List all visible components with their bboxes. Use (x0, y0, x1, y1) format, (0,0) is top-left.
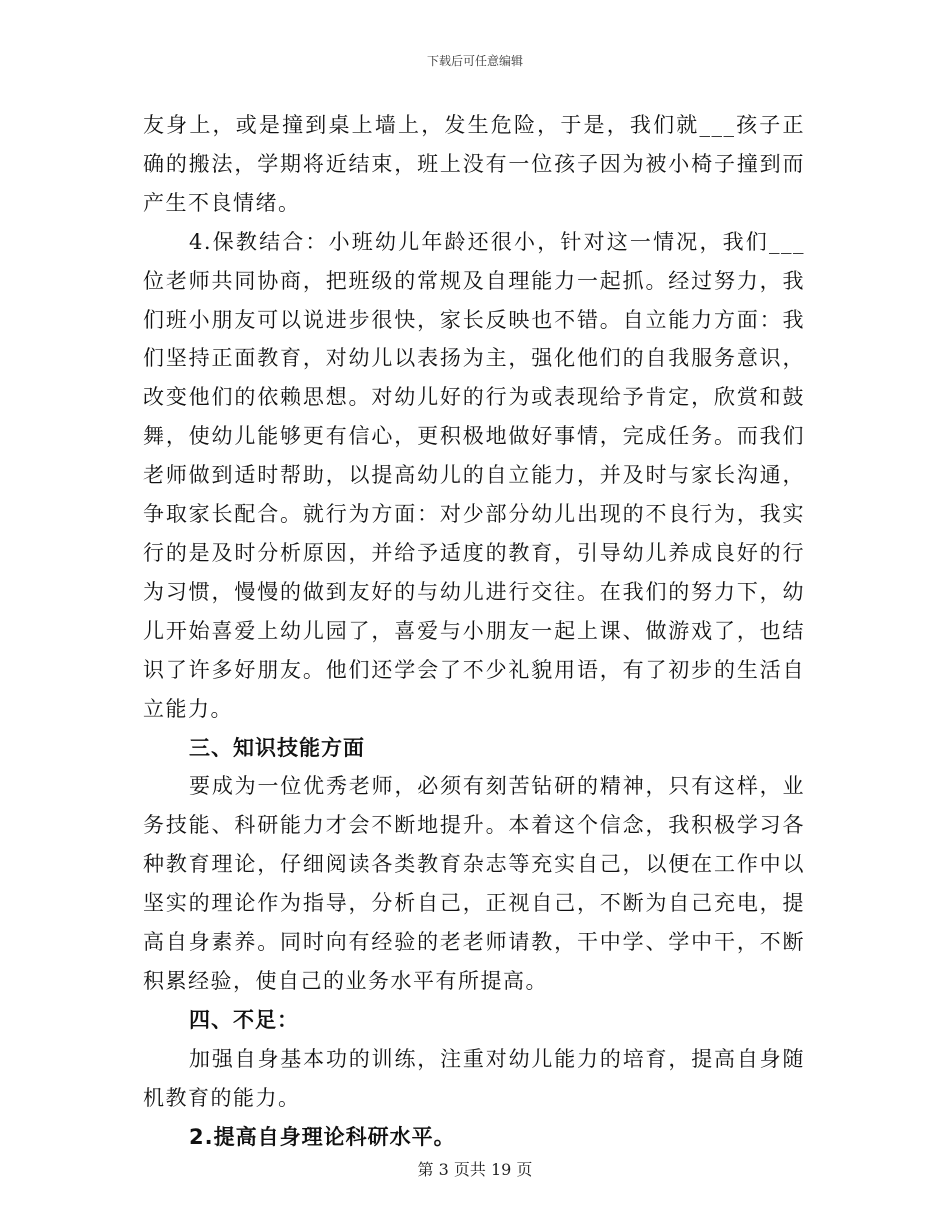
paragraph-continuation: 友身上，或是撞到桌上墙上，发生危险，于是，我们就___孩子正确的搬法，学期将近结束，班上没有一位孩子因为被小椅子撞到而产生不良情绪。 (143, 113, 805, 215)
page-footer: 第 3 页共 19 页 (417, 1160, 533, 1179)
paragraph-knowledge-skills: 要成为一位优秀老师，必须有刻苦钻研的精神，只有这样，业务技能、科研能力才会不断地提升。本着这个信念，我积极学习各种教育理论，仔细阅读各类教育杂志等充实自己，以便在工作中以坚实的理论作为指导，分析自己，正视自己，不断为自己充电，提高自身素养。同时向有经验的老老师请教，干中学、学中干，不断积累经验，使自己的业务水平有所提高。 (143, 774, 805, 993)
document-body (143, 106, 805, 1156)
paragraph-shortcomings: 加强自身基本功的训练，注重对幼儿能力的培育，提高自身随机教育的能力。 (143, 1046, 805, 1110)
item-improve-research: 2.提高自身理论科研水平。 (189, 1124, 456, 1149)
section-heading-shortcomings: 四、不足： (189, 1007, 299, 1032)
page-header: 下载后可任意编辑 (426, 54, 523, 68)
paragraph-care-education: 4.保教结合：小班幼儿年龄还很小，针对这一情况，我们___位老师共同协商，把班级的常规及自理能力一起抓。经过努力，我们班小朋友可以说进步很快，家长反映也不错。自立能力方面：我们坚持正面教育，对幼儿以表扬为主，强化他们的自我服务意识，改变他们的依赖思想。对幼儿好的行为或表现给予肯定，欣赏和鼓舞，使幼儿能够更有信心，更积极地做好事情，完成任务。而我们老师做到适时帮助，以提高幼儿的自立能力，并及时与家长沟通，争取家长配合。就行为方面：对少部分幼儿出现的不良行为，我实行的是及时分析原因，并给予适度的教育，引导幼儿养成良好的行为习惯，慢慢的做到友好的与幼儿进行交往。在我们的努力下，幼儿开始喜爱上幼儿园了，喜爱与小朋友一起上课、做游戏了，也结识了许多好朋友。他们还学会了不少礼貌用语，有了初步的生活自立能力。 (143, 229, 805, 721)
section-heading-knowledge-skills: 三、知识技能方面 (189, 735, 365, 760)
